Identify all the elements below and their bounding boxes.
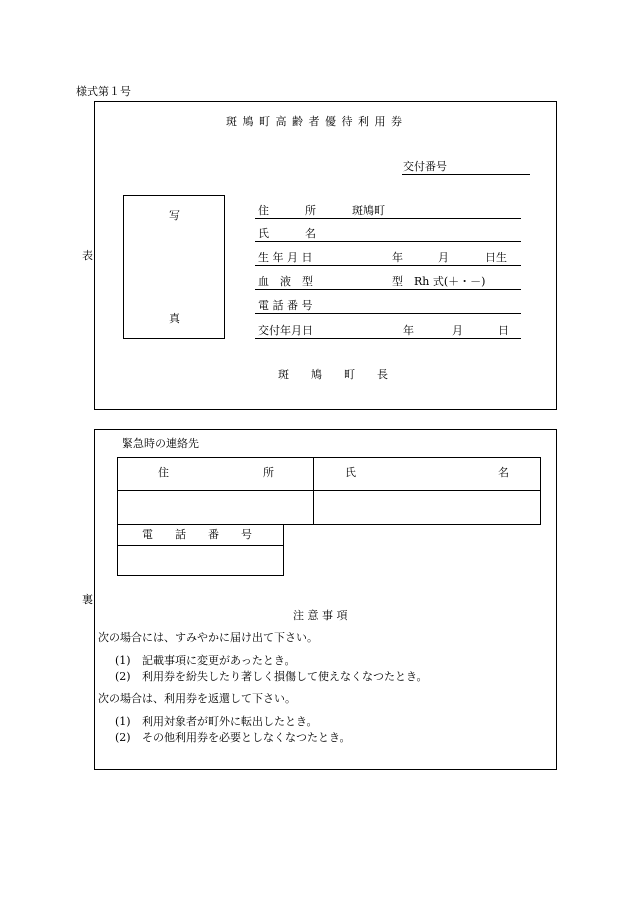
issue-year: 年 xyxy=(403,324,414,337)
emergency-title: 緊急時の連絡先 xyxy=(122,437,199,450)
phone-label: 電 話 番 号 xyxy=(258,299,313,312)
notify-intro: 次の場合には、すみやかに届け出て下さい。 xyxy=(98,631,318,644)
issue-day: 日 xyxy=(498,324,509,337)
notify-item-1-text: 記載事項に変更があったとき。 xyxy=(142,654,296,667)
birth-month: 月 xyxy=(438,251,449,264)
phone-header: 電 話 番 号 xyxy=(142,528,252,541)
table-address-label-b: 所 xyxy=(263,466,274,479)
return-item-2-number: (2) xyxy=(115,731,131,744)
birth-day: 日生 xyxy=(485,251,507,264)
issue-date-line xyxy=(255,338,521,339)
issue-number-label: 交付番号 xyxy=(403,160,447,173)
contact-table xyxy=(117,457,541,525)
form-number: 様式第１号 xyxy=(76,85,131,98)
birth-line xyxy=(255,265,521,266)
issue-date-label: 交付年月日 xyxy=(258,324,313,337)
blood-line xyxy=(255,289,521,290)
notes-title: 注 意 事 項 xyxy=(293,609,348,622)
notify-item-1-number: (1) xyxy=(115,654,131,667)
name-label-b: 名 xyxy=(305,227,316,240)
name-line xyxy=(255,241,521,242)
photo-label-top: 写 xyxy=(169,209,180,222)
card-title: 斑 鳩 町 高 齢 者 優 待 利 用 券 xyxy=(226,115,403,128)
notify-item-2-number: (2) xyxy=(115,670,131,683)
address-line xyxy=(255,218,521,219)
birth-year: 年 xyxy=(392,251,403,264)
issue-month: 月 xyxy=(452,324,463,337)
name-label-a: 氏 xyxy=(258,227,269,240)
notify-item-2-text: 利用券を紛失したり著しく損傷して使えなくなつたとき。 xyxy=(142,670,428,683)
blood-label: 血 液 型 xyxy=(258,275,313,288)
contact-table-divider xyxy=(117,490,541,491)
address-label-b: 所 xyxy=(305,204,316,217)
front-side-label: 表 xyxy=(82,249,93,262)
phone-line xyxy=(255,313,521,314)
contact-table-column-divider xyxy=(313,457,314,525)
birth-label: 生 年 月 日 xyxy=(258,251,313,264)
table-address-label-a: 住 xyxy=(158,466,169,479)
return-item-1-text: 利用対象者が町外に転出したとき。 xyxy=(142,715,318,728)
mayor-signature: 斑 鳩 町 長 xyxy=(278,368,388,381)
table-name-label-b: 名 xyxy=(498,466,509,479)
table-name-label-a: 氏 xyxy=(345,466,356,479)
return-item-2-text: その他利用券を必要としなくなつたとき。 xyxy=(142,731,351,744)
back-side-label: 裏 xyxy=(82,593,93,606)
return-intro: 次の場合は、利用券を返還して下さい。 xyxy=(98,692,296,705)
blood-value: 型 Rh 式(＋・－) xyxy=(392,275,486,288)
address-label-a: 住 xyxy=(258,204,269,217)
phone-table-divider xyxy=(117,545,284,546)
address-value: 斑鳩町 xyxy=(352,204,385,217)
photo-label-bottom: 真 xyxy=(169,312,180,325)
return-item-1-number: (1) xyxy=(115,715,131,728)
issue-number-line xyxy=(402,174,530,175)
